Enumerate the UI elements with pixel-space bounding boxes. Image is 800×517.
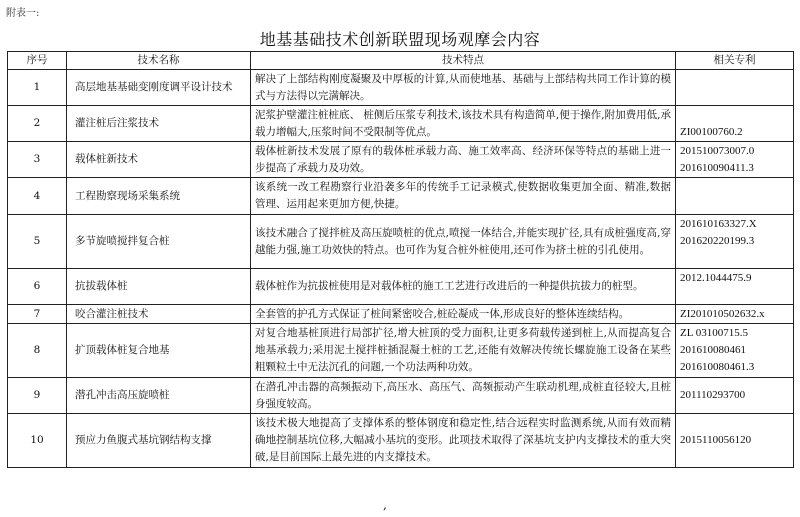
- technology-table: [7, 51, 794, 468]
- tech-feature: 该技术融合了搅拌桩及高压旋喷桩的优点,喷搅一体结合,并能实现扩径,具有成桩强度高,穿越能力强,施工功效快的特点。也可作为复合桩外桩使用,还可作为挤土桩的引孔使用。: [251, 215, 676, 269]
- row-num: 2: [8, 106, 67, 142]
- table-row: [8, 324, 794, 378]
- patent-number: 201620220199.3: [680, 235, 755, 247]
- tech-feature: 在潜孔冲击器的高频振动下,高压水、高压气、高频振动产生联动机理,成桩直径较大,且桩身强度较高。: [251, 378, 676, 414]
- patent-cell: [676, 70, 794, 106]
- header-num: 序号: [8, 52, 67, 70]
- tech-name: 潜孔冲击高压旋喷桩: [67, 378, 251, 414]
- page-footmark: ,: [383, 498, 387, 512]
- table-row: [8, 269, 794, 305]
- patent-number: ZL 03100715.5: [680, 327, 749, 339]
- header-name: 技术名称: [67, 52, 251, 70]
- patent-number: ZI00100760.2: [680, 125, 743, 138]
- row-num: 8: [8, 324, 67, 378]
- patent-cell: [676, 414, 794, 468]
- tech-feature: 泥浆护壁灌注桩桩底、 桩侧后压浆专利技术,该技术具有构造简单,便于操作,附加费用低,承载力增幅大,压浆时间不受限制等优点。: [251, 106, 676, 142]
- tech-feature: 载体桩新技术发展了原有的载体桩承载力高、施工效率高、经济环保等特点的基础上进一步提高了承载力及功效。: [251, 142, 676, 178]
- tech-name: 咬合灌注桩技术: [67, 305, 251, 324]
- row-num: 6: [8, 269, 67, 305]
- patent-number: 201110293700: [680, 389, 746, 401]
- tech-name: 抗拔载体桩: [67, 269, 251, 305]
- tech-feature: 载体桩作为抗拔桩使用是对载体桩的施工工艺进行改进后的一种提供抗拔力的桩型。: [251, 269, 676, 305]
- tech-name: 灌注桩后注浆技术: [67, 106, 251, 142]
- header-patent: 相关专利: [676, 52, 794, 70]
- patent-cell: [676, 305, 794, 324]
- table-row: [8, 305, 794, 324]
- row-num: 3: [8, 142, 67, 178]
- header-feature: 技术特点: [251, 52, 676, 70]
- patent-cell: [676, 269, 794, 305]
- tech-feature: 该技术极大地提高了支撑体系的整体钢度和稳定性,结合远程实时监测系统,从而有效而精确地控制基坑位移,大幅减小基坑的变形。此项技术取得了深基坑支护内支撑技术的重大突破,是目前国际上最先进的内支撑技术。: [251, 414, 676, 468]
- tech-name: 载体桩新技术: [67, 142, 251, 178]
- tech-name: 扩顶载体桩复合地基: [67, 324, 251, 378]
- patent-cell: [676, 324, 794, 378]
- table-row: [8, 215, 794, 269]
- row-num: 4: [8, 178, 67, 215]
- tech-feature: 对复合地基桩顶进行局部扩径,增大桩顶的受力面积,让更多荷载传递到桩上,从而提高复合地基承载力;采用泥土搅拌桩插混凝土桩的工艺,还能有效解决传统长螺旋施工设备在某些粗颗粒土中无法沉孔的问题,一个功法两种功效。: [251, 324, 676, 378]
- patent-cell: [676, 178, 794, 215]
- row-num: 5: [8, 215, 67, 269]
- tech-feature: 该系统一改工程勘察行业沿袭多年的传统手工记录模式,使数据收集更加全面、精准,数据管理、运用起来更加方便,快捷。: [251, 178, 676, 215]
- table-header-row: [8, 52, 794, 70]
- patent-number: 2015110056120: [680, 434, 752, 446]
- patent-number: 201610090411.3: [680, 161, 754, 174]
- patent-number: 201610163327.X: [680, 218, 757, 230]
- appendix-label: 附表一:: [6, 8, 40, 19]
- table-row: [8, 70, 794, 106]
- patent-number: 2012.1044475.9: [680, 271, 752, 284]
- patent-number: 201610080461.3: [680, 361, 755, 373]
- document-title: 地基基础技术创新联盟现场观摩会内容: [259, 30, 541, 49]
- tech-name: 多节旋喷搅拌复合桩: [67, 215, 251, 269]
- row-num: 7: [8, 305, 67, 324]
- tech-name: 预应力鱼腹式基坑钢结构支撑: [67, 414, 251, 468]
- table-row: [8, 378, 794, 414]
- row-num: 1: [8, 70, 67, 106]
- patent-number: 201610080461: [680, 344, 746, 356]
- table-row: [8, 414, 794, 468]
- patent-number: 201510073007.0: [680, 144, 755, 157]
- patent-cell: [676, 106, 794, 142]
- row-num: 10: [8, 414, 67, 468]
- tech-name: 工程勘察现场采集系统: [67, 178, 251, 215]
- tech-name: 高层地基基础变刚度调平设计技术: [67, 70, 251, 106]
- table-row: [8, 106, 794, 142]
- table-body: [8, 70, 794, 468]
- patent-cell: [676, 378, 794, 414]
- table-row: [8, 178, 794, 215]
- row-num: 9: [8, 378, 67, 414]
- tech-feature: 解决了上部结构刚度凝聚及中厚板的计算,从而使地基、基础与上部结构共同工作计算的模式与方法得以完满解决。: [251, 70, 676, 106]
- patent-cell: [676, 142, 794, 178]
- patent-number: ZI201010502632.x: [680, 307, 765, 320]
- patent-cell: [676, 215, 794, 269]
- tech-feature: 全套管的护孔方式保证了桩间紧密咬合,桩砼凝成一体,形成良好的整体连续结构。: [251, 305, 676, 324]
- table-row: [8, 142, 794, 178]
